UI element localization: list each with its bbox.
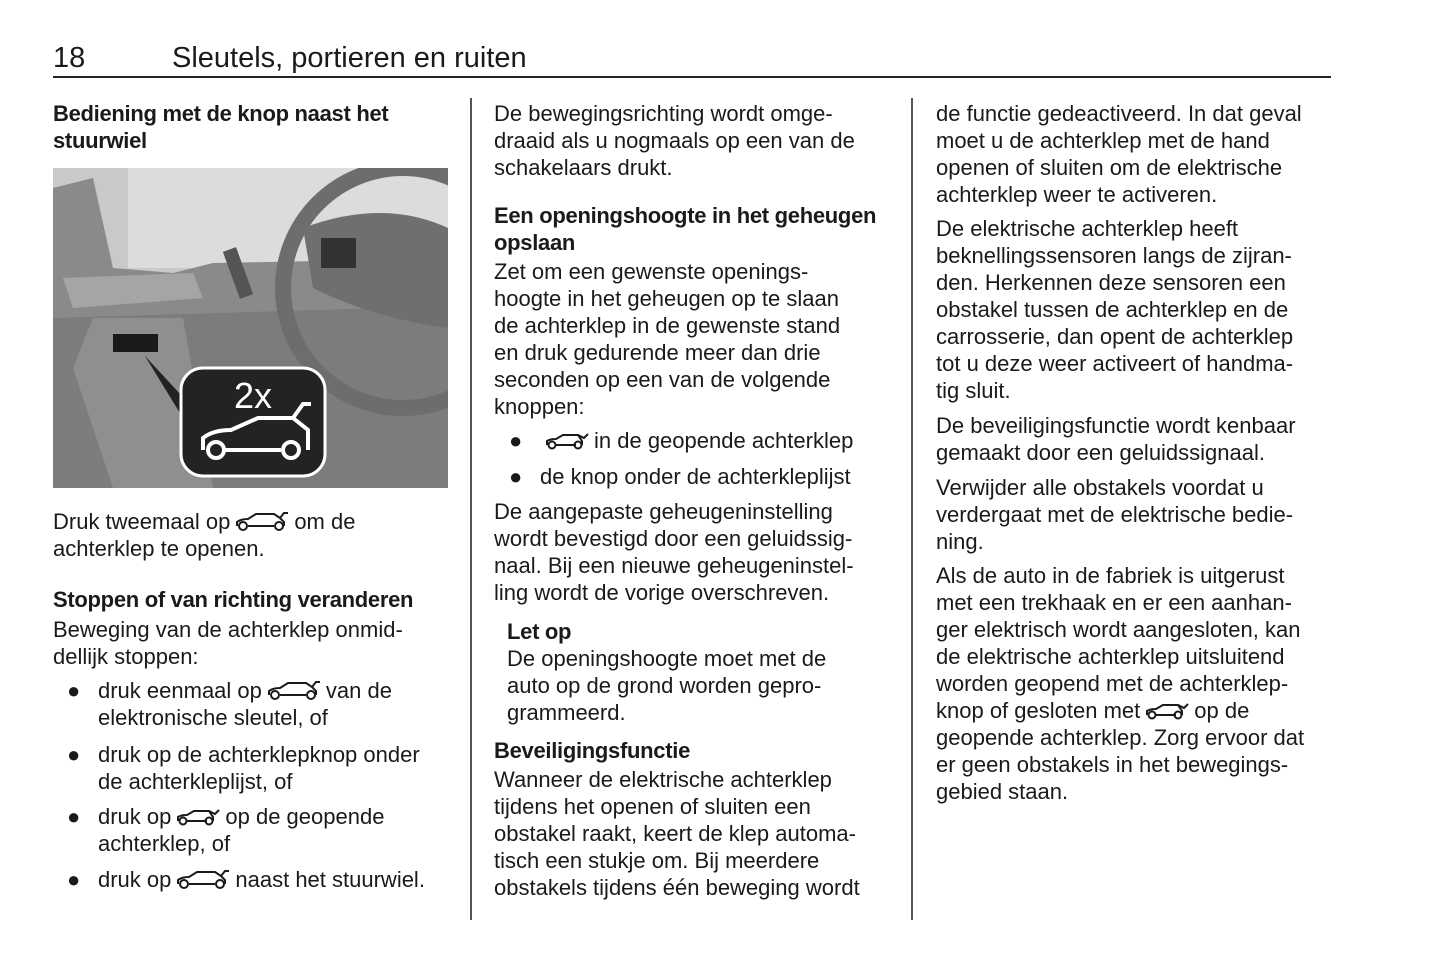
text-line: met een trekhaak en er een aanhan- [936,590,1292,615]
text-line: Beweging van de achterklep onmid- [53,617,403,642]
text-line: worden geopend met de achterklep- [936,671,1289,696]
text-line: schakelaars drukt. [494,155,673,180]
paragraph [494,258,840,420]
paragraph [494,100,855,181]
text-line: de elektrische achterklep uitsluitend [936,644,1285,669]
text-line: de knop onder de achterkleplijst [540,464,851,489]
section-heading [53,586,413,613]
text-line: moet u de achterklep met de hand [936,128,1270,153]
text-line: De elektrische achterklep heeft [936,216,1239,241]
car-tailgate-open-icon [266,679,322,706]
list-item [509,427,854,454]
text-line: druk op de achterklepknop onder [98,742,420,767]
bullet-icon: ● [67,742,81,767]
text-line [936,697,1304,724]
text-line: de functie gedeactiveerd. In dat geval [936,101,1302,126]
list-item [67,741,420,795]
text-line: geopende achterklep. Zorg ervoor dat [936,725,1305,750]
text-segment: op de [1194,698,1250,723]
paragraph [936,412,1296,466]
text-line: er geen obstakels in het bewegings- [936,752,1289,777]
note-heading [507,618,571,645]
car-tailgate-close-icon [1144,699,1190,726]
bullet-icon: ● [509,464,523,489]
text-line: draaid als u nogmaals op een van de [494,128,855,153]
paragraph [936,474,1293,555]
text-line: auto op de grond worden gepro- [507,673,822,698]
section-heading [494,737,690,764]
bullet-icon: ● [67,678,81,703]
text-line: Let op [507,619,572,644]
bullet-icon: ● [67,867,81,892]
text-line: obstakels tijdens één beweging wordt [494,875,860,900]
text-line: obstakel raakt, keert de klep automa- [494,821,856,846]
text-line: Bediening met de knop naast het [53,101,389,126]
section-heading [53,100,388,154]
text-line: Stoppen of van richting veranderen [53,587,414,612]
section-heading [494,202,876,256]
bullet-icon: ● [67,804,81,829]
text-line: Beveiligingsfunctie [494,738,691,763]
paragraph [936,215,1293,404]
text-line: Zet om een gewenste openings- [494,259,809,284]
text-line: tisch een stukje om. Bij meerdere [494,848,820,873]
text-line: tijdens het openen of sluiten een [494,794,811,819]
text-line [98,677,392,704]
text-line: tot u deze weer activeert of handma- [936,351,1294,376]
text-segment: in de geopende achterklep [594,428,854,453]
text-line: carrosserie, dan opent de achterklep [936,324,1294,349]
column-divider [911,98,913,920]
text-line: de achterklep in de gewenste stand [494,313,841,338]
page-number: 18 [53,42,86,74]
text-line: ning. [936,529,984,554]
text-line [98,803,384,830]
text-line: De openingshoogte moet met de [507,646,827,671]
text-line: De aangepaste geheugeninstelling [494,499,833,524]
text-line: gebied staan. [936,779,1069,804]
text-segment: druk eenmaal op [98,678,262,703]
text-segment: druk op [98,867,172,892]
text-line: dellijk stoppen: [53,644,199,669]
text-line: gemaakt door een geluidssignaal. [936,440,1266,465]
text-line: grammeerd. [507,700,626,725]
text-line: De bewegingsrichting wordt omge- [494,101,833,126]
text-segment: knop of gesloten met [936,698,1141,723]
car-tailgate-open-icon [234,510,290,537]
text-line: achterklep weer te activeren. [936,182,1218,207]
callout-2x: 2x [233,375,273,416]
car-tailgate-close-icon [544,429,590,456]
text-line: achterklep, of [98,831,231,856]
text-line: elektronische sleutel, of [98,705,328,730]
text-segment: naast het stuurwiel. [235,867,425,892]
text-line: openen of sluiten om de elektrische [936,155,1283,180]
text-line: tig sluit. [936,378,1011,403]
text-line: achterklep te openen. [53,536,265,561]
text-line: De beveiligingsfunctie wordt kenbaar [936,413,1296,438]
text-segment: van de [325,678,392,703]
column-divider [470,98,472,920]
list-item [67,677,392,731]
text-segment: om de [294,509,356,534]
text-line [540,427,853,454]
text-line: Als de auto in de fabriek is uitgerust [936,563,1285,588]
text-line: ling wordt de vorige overschreven. [494,580,830,605]
text-line: naal. Bij een nieuwe geheugeninstel- [494,553,854,578]
page-title: Sleutels, portieren en ruiten [172,42,527,74]
text-line [98,866,425,893]
paragraph [53,616,403,670]
paragraph [936,100,1302,208]
text-segment: op de geopende [225,804,385,829]
text-line: Verwijder alle obstakels voordat u [936,475,1264,500]
text-line: de achterkleplijst, of [98,769,293,794]
text-line: seconden op een van de volgende [494,367,831,392]
text-segment: Druk tweemaal op [53,509,231,534]
list-item [67,803,385,857]
paragraph [494,766,860,901]
list-item [509,463,851,490]
text-line: ger elektrisch wordt aangesloten, kan [936,617,1301,642]
header-rule [53,76,1331,78]
paragraph [53,508,355,562]
car-tailgate-open-icon [175,868,231,895]
paragraph [936,562,1304,805]
text-line: Wanneer de elektrische achterklep [494,767,832,792]
text-line: verdergaat met de elektrische bedie- [936,502,1294,527]
note-text [507,645,826,726]
list-item [67,866,425,893]
dashboard-illustration [53,168,448,488]
bullet-icon: ● [509,428,523,453]
text-line: en druk gedurende meer dan drie [494,340,821,365]
text-line: hoogte in het geheugen op te slaan [494,286,839,311]
text-line: Een openingshoogte in het geheugen [494,203,877,228]
car-tailgate-close-icon [175,805,221,832]
text-line: opslaan [494,230,576,255]
text-segment: druk op [98,804,172,829]
text-line: obstakel tussen de achterklep en de [936,297,1289,322]
text-line: wordt bevestigd door een geluidssig- [494,526,853,551]
paragraph [494,498,854,606]
text-line: beknellingssensoren langs de zijran- [936,243,1292,268]
text-line [53,508,355,535]
text-line: knoppen: [494,394,585,419]
text-line: den. Herkennen deze sensoren een [936,270,1286,295]
text-line: stuurwiel [53,128,147,153]
